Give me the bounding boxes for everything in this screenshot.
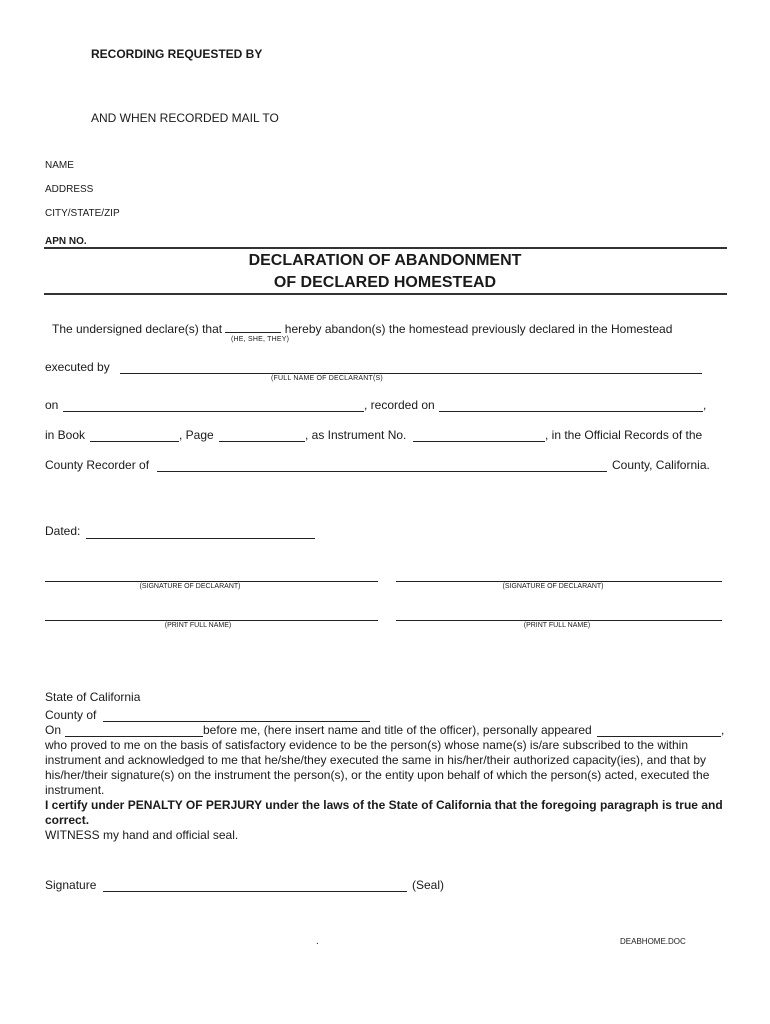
book-blank[interactable]	[90, 441, 179, 442]
witness-text: WITNESS my hand and official seal.	[45, 828, 239, 842]
he-she-they-caption: (HE, SHE, THEY)	[231, 336, 290, 343]
certify-paragraph: I certify under PENALTY OF PERJURY under the laws of the State of California that the foregoing paragraph is true and correct.	[45, 798, 723, 827]
notary-date-blank[interactable]	[65, 736, 203, 737]
print-name-caption-1: (PRINT FULL NAME)	[164, 622, 232, 629]
county-california-text: County, California.	[612, 458, 710, 472]
county-recorder-label: County Recorder of	[45, 458, 150, 472]
acknowledgment-paragraph: who proved to me on the basis of satisfactory evidence to be the person(s) whose name(s) is/are subscribed to the within instrument and acknowledged to me that he/she/they executed the same in his/her/their authorized capacity(ies), and that by his/her/their signature(s) on the instrument the person(s), or the entity upon behalf of which the person(s) acted, executed the instrument.	[45, 738, 710, 797]
footer-dot: .	[316, 936, 319, 947]
instrument-no-blank[interactable]	[413, 441, 545, 442]
signature-caption-1: (SIGNATURE OF DECLARANT)	[139, 583, 241, 590]
signature-label: Signature	[45, 878, 97, 892]
executed-by-blank[interactable]	[120, 373, 702, 374]
official-records-text: , in the Official Records of the	[545, 428, 703, 442]
recorded-on-label: , recorded on	[364, 398, 435, 412]
dated-blank[interactable]	[86, 538, 315, 539]
notary-on-label: On	[45, 723, 62, 737]
declaration-line1	[52, 321, 672, 336]
print-name-line-2[interactable]	[396, 620, 722, 621]
footer-filename: DEABHOME.DOC	[620, 937, 686, 946]
before-me-text: before me, (here insert name and title of the officer), personally appeared	[203, 723, 592, 737]
on-date-blank[interactable]	[63, 411, 364, 412]
abandon-text: hereby abandon(s) the homestead previously declared in the Homestead	[284, 322, 673, 336]
page-title-line2: OF DECLARED HOMESTEAD	[273, 274, 497, 291]
executed-by-label: executed by	[45, 360, 110, 374]
instrument-no-label: , as Instrument No.	[305, 428, 407, 442]
recorded-on-blank[interactable]	[439, 411, 703, 412]
county-of-blank[interactable]	[103, 721, 370, 722]
print-name-line-1[interactable]	[45, 620, 378, 621]
apn-label: APN NO.	[45, 236, 87, 247]
county-recorder-blank[interactable]	[157, 471, 607, 472]
on-label: on	[45, 398, 59, 412]
signature-line-2[interactable]	[396, 581, 722, 582]
notary-signature-blank[interactable]	[103, 891, 407, 892]
in-book-label: in Book	[45, 428, 86, 442]
dated-label: Dated:	[45, 524, 81, 538]
mail-to-label: AND WHEN RECORDED MAIL TO	[91, 111, 279, 125]
print-name-caption-2: (PRINT FULL NAME)	[523, 622, 591, 629]
full-name-caption: (FULL NAME OF DECLARANT(S)	[271, 375, 383, 382]
address-label: ADDRESS	[45, 184, 94, 195]
title-top-rule	[44, 247, 727, 249]
he-she-they-blank[interactable]	[225, 321, 281, 333]
seal-label: (Seal)	[412, 878, 445, 892]
title-bottom-rule	[44, 293, 727, 295]
signature-caption-2: (SIGNATURE OF DECLARANT)	[502, 583, 604, 590]
recorded-on-comma: ,	[703, 398, 707, 412]
city-state-zip-label: CITY/STATE/ZIP	[45, 208, 120, 219]
recording-requested-by-label: RECORDING REQUESTED BY	[91, 47, 263, 61]
page-title-line1: DECLARATION OF ABANDONMENT	[248, 252, 522, 269]
signature-line-1[interactable]	[45, 581, 378, 582]
page-label: , Page	[179, 428, 214, 442]
appeared-blank[interactable]	[597, 736, 721, 737]
page-blank[interactable]	[219, 441, 305, 442]
name-label: NAME	[45, 160, 74, 171]
county-of-label: County of	[45, 708, 97, 722]
declare-text: The undersigned declare(s) that	[52, 322, 223, 336]
appeared-comma: ,	[721, 723, 725, 737]
state-label: State of California	[45, 690, 141, 704]
